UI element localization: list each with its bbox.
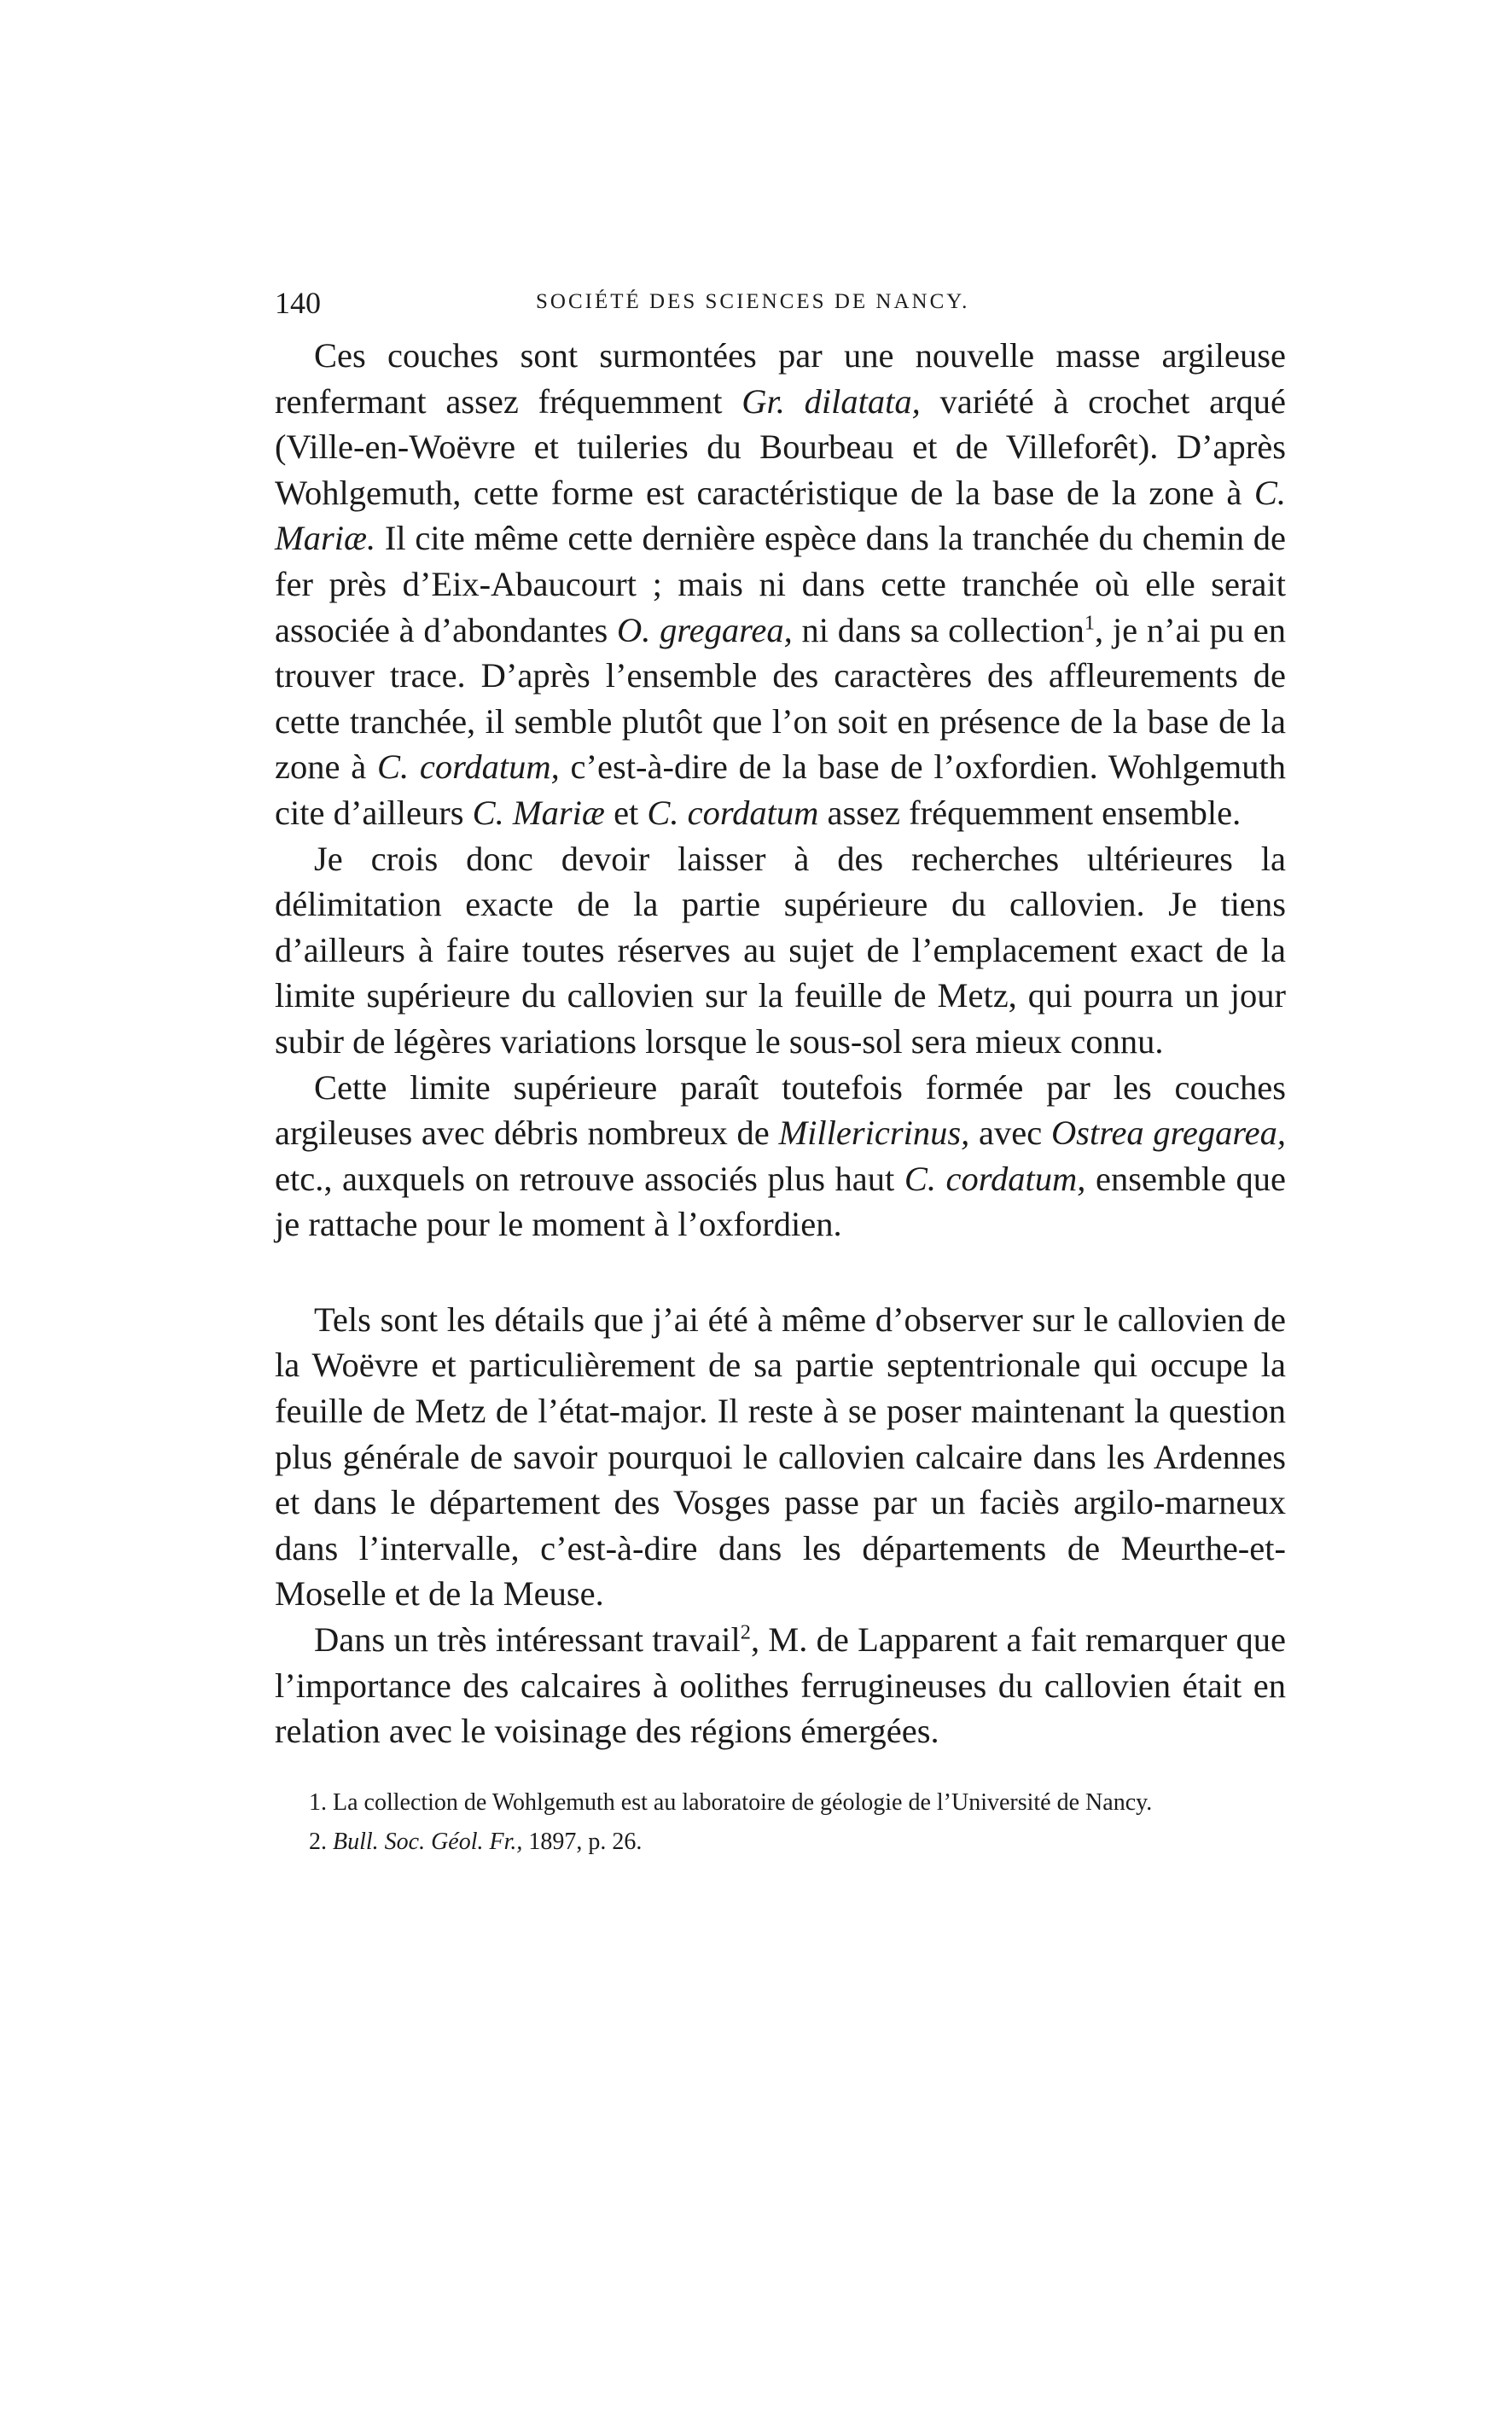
italic-text: C. cordatum, [376,747,560,787]
text-run: variété à crochet arqué (Ville-en-Woëvre et tuileries du Bourbeau et de Villeforêt). D’après Wohlgemuth, cette forme est caractéristique de la base de la zone à [275,381,1287,512]
footnotes [275,1783,1286,1862]
text-run: 1897, p. 26. [522,1828,643,1855]
text-run: c’est-à-dire de la base de l’oxfordien. Wohlgemuth cite d’ailleurs [275,747,1286,832]
italic-text: C. cordatum [647,793,819,832]
text-run: Ces couches sont surmontées par une nouvelle masse argileuse renfermant assez fréquemment [275,336,1286,421]
text-run: Cette limite supérieure paraît toutefois formée par les couches argileuses avec débris nombreux de [275,1067,1286,1153]
book-page [275,282,1286,1862]
italic-text: O. gregarea, [617,610,793,649]
italic-text: C. cordatum, [904,1159,1086,1198]
body-text [275,333,1286,1754]
italic-text: Ostrea gregarea, [1050,1114,1286,1153]
text-run: , je n’ai pu en trouver trace. D’après l’ensemble des caractères des affleurements de cette tranchée, il semble plutôt que l’on soit en présence de la base de la zone à [275,610,1286,787]
paragraph [275,333,1286,836]
text-run: ni dans sa collection [792,610,1085,649]
italic-text: Millericrinus, [778,1114,970,1153]
text-run: Il cite même cette dernière espèce dans la tranchée du chemin de fer près d’Eix-Abaucourt ; mais ni dans cette tranchée où elle serait associée à d’abondantes [275,519,1286,649]
paragraph [275,1065,1286,1247]
paragraph [275,836,1286,1065]
page-number: 140 [275,286,321,320]
running-title: SOCIÉTÉ DES SCIENCES DE NANCY. [536,290,970,313]
text-run: 2. [309,1828,333,1855]
italic-text: Gr. dilatata, [741,381,921,421]
text-run: , M. de Lapparent a fait remarquer que l’importance des calcaires à oolithes ferrugineuses du callovien était en relation avec le voisinage des régions émergées. [275,1620,1286,1751]
text-run: 1. La collection de Wohlgemuth est au laboratoire de géologie de l’Université de Nancy. [309,1788,1153,1816]
text-run: Je crois donc devoir laisser à des recherches ultérieures la délimitation exacte de la partie supérieure du callovien. Je tiens d’ailleurs à faire toutes réserves au sujet de l’emplacement exact de la limite supérieure du callovien sur la feuille de Metz, qui pourra un jour subir de légères variations lorsque le sous-sol sera mieux connu. [275,839,1286,1061]
footnote-marker: 1 [1084,611,1096,635]
text-run: ensemble que je rattache pour le moment à l’oxfordien. [275,1159,1286,1244]
italic-text: C. Mariæ [472,793,605,832]
italic-text: Bull. Soc. Géol. Fr., [333,1828,523,1855]
footnote [275,1823,1286,1862]
text-run: assez fréquemment ensemble. [818,793,1242,832]
text-run: Tels sont les détails que j’ai été à même d’observer sur le callovien de la Woëvre et particulièrement de sa partie septentrionale qui occupe la feuille de Metz de l’état-major. Il reste à se poser maintenant la question plus générale de savoir pourquoi le callovien calcaire dans les Ardennes et dans le département des Vosges passe par un faciès argilo-marneux dans l’intervalle, c’est-à-dire dans les départements de Meurthe-et-Moselle et de la Meuse. [275,1300,1286,1614]
text-run: avec [969,1114,1051,1153]
running-head [275,282,1286,333]
paragraph [275,1617,1286,1754]
text-run: et [604,793,648,832]
italic-text: C. Mariæ. [275,473,1286,558]
text-run: Dans un très intéressant travail [314,1620,741,1660]
text-run: etc., auxquels on retrouve associés plus haut [275,1159,904,1198]
footnote [275,1783,1286,1823]
footnote-marker: 2 [740,1620,751,1644]
section-break [275,1247,1286,1297]
paragraph [275,1297,1286,1617]
